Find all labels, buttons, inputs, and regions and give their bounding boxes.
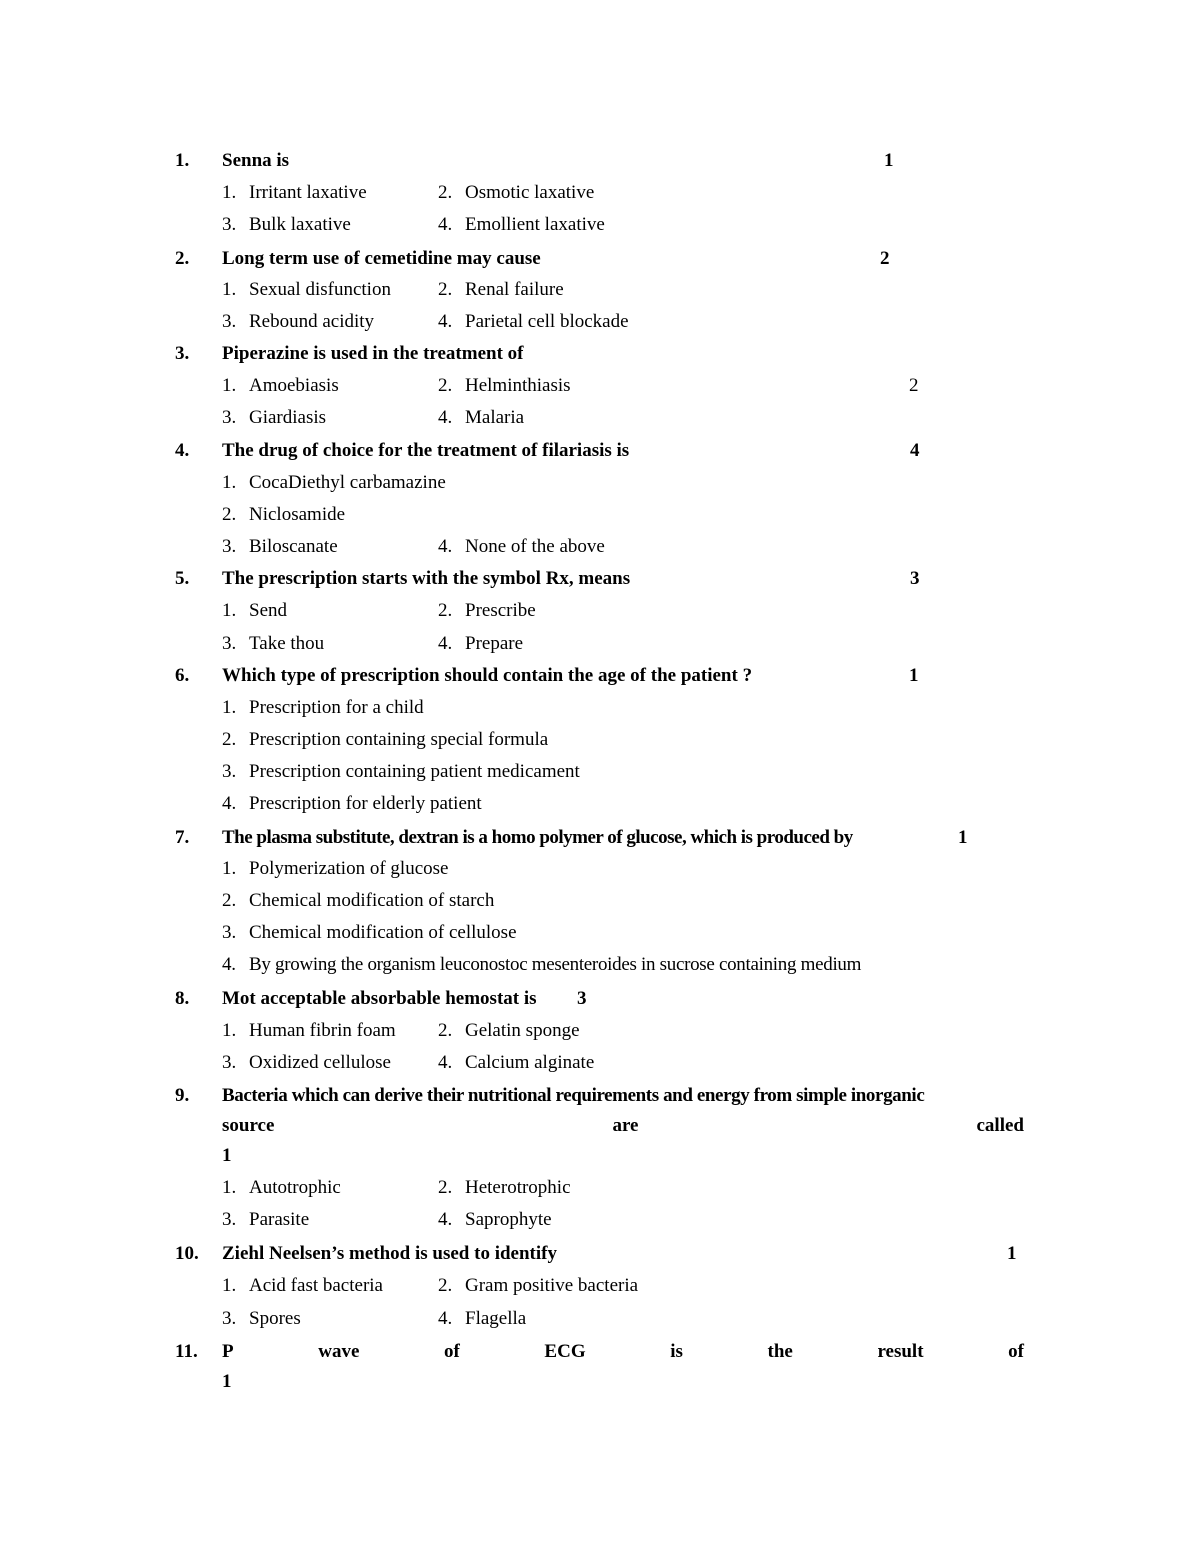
option-2: 2. Gram positive bacteria xyxy=(438,1275,639,1296)
option-4: 4. Malaria xyxy=(438,407,525,428)
option-4: 4. Calcium alginate xyxy=(438,1052,595,1073)
answer-key: 4 xyxy=(910,440,920,461)
question-number: 6. xyxy=(175,665,190,686)
option-4: 4. Prepare xyxy=(438,633,524,654)
question-4 xyxy=(0,440,1200,470)
option-3: 3. Bulk laxative xyxy=(222,214,351,235)
option-3: 3. Biloscanate xyxy=(222,536,338,557)
option-3: 3. Oxidized cellulose xyxy=(222,1052,391,1073)
option-2: 2. Renal failure xyxy=(438,279,564,300)
option-2: 2. Gelatin sponge xyxy=(438,1020,580,1041)
option-3: 3. Giardiasis xyxy=(222,407,327,428)
question-text: The plasma substitute, dextran is a homo polymer of glucose, which is produced by xyxy=(222,827,853,848)
question-text: The prescription starts with the symbol Rx, means xyxy=(222,568,631,589)
option-3: 3. Take thou xyxy=(222,633,325,654)
option-2: 2. Osmotic laxative xyxy=(438,182,595,203)
option-1: 1. Human fibrin foam xyxy=(222,1020,396,1041)
question-9-line-2: source are called xyxy=(222,1115,1024,1136)
question-number: 9. xyxy=(175,1085,190,1106)
option-2: 2. Prescription containing special formula xyxy=(222,729,549,750)
question-7 xyxy=(0,827,1200,857)
answer-key: 1 xyxy=(1007,1243,1017,1264)
option-1: 1. Sexual disfunction xyxy=(222,279,391,300)
option-1: 1. Amoebiasis xyxy=(222,375,339,396)
answer-key: 1 xyxy=(222,1145,232,1166)
option-3: 3. Prescription containing patient medicament xyxy=(222,761,580,782)
option-3: 3. Chemical modification of cellulose xyxy=(222,922,517,943)
question-8 xyxy=(0,988,1200,1018)
option-3: 3. Parasite xyxy=(222,1209,310,1230)
option-2: 2. Heterotrophic xyxy=(438,1177,571,1198)
question-11-text: P wave of ECG is the result of xyxy=(222,1341,1024,1362)
option-4: 4. Flagella xyxy=(438,1308,527,1329)
question-number: 10. xyxy=(175,1243,199,1264)
option-4: 4. Prescription for elderly patient xyxy=(222,793,482,814)
option-1: 1. Acid fast bacteria xyxy=(222,1275,383,1296)
option-1: 1. Irritant laxative xyxy=(222,182,367,203)
option-2: 2. Niclosamide xyxy=(222,504,346,525)
question-text: Piperazine is used in the treatment of xyxy=(222,343,524,364)
question-10 xyxy=(0,1243,1200,1273)
option-2: 2. Chemical modification of starch xyxy=(222,890,495,911)
option-4: 4. Emollient laxative xyxy=(438,214,605,235)
question-number: 8. xyxy=(175,988,190,1009)
question-text: Ziehl Neelsen’s method is used to identify xyxy=(222,1243,557,1264)
question-text: Senna is xyxy=(222,150,290,171)
answer-key: 2 xyxy=(909,375,919,396)
option-1: 1. Prescription for a child xyxy=(222,697,424,718)
question-number: 5. xyxy=(175,568,190,589)
option-3: 3. Rebound acidity xyxy=(222,311,375,332)
option-4: 4. By growing the organism leuconostoc mesenteroides in sucrose containing medium xyxy=(222,954,862,975)
option-1: 1. Send xyxy=(222,600,287,621)
question-5 xyxy=(0,568,1200,598)
option-4: 4. Parietal cell blockade xyxy=(438,311,629,332)
option-4: 4. None of the above xyxy=(438,536,605,557)
option-2: 2. Helminthiasis xyxy=(438,375,571,396)
option-3: 3. Spores xyxy=(222,1308,301,1329)
option-1: 1. Polymerization of glucose xyxy=(222,858,449,879)
answer-key: 1 xyxy=(222,1371,232,1392)
option-1: 1. Autotrophic xyxy=(222,1177,341,1198)
answer-key: 2 xyxy=(880,248,890,269)
question-2 xyxy=(0,248,1200,278)
question-text: The drug of choice for the treatment of filariasis is xyxy=(222,440,630,461)
option-1: 1. CocaDiethyl carbamazine xyxy=(222,472,446,493)
question-number: 3. xyxy=(175,343,190,364)
question-text: Mot acceptable absorbable hemostat is xyxy=(222,988,537,1009)
question-9 xyxy=(0,1085,1200,1115)
question-3 xyxy=(0,343,1200,373)
answer-key: 3 xyxy=(910,568,920,589)
answer-key: 1 xyxy=(909,665,919,686)
question-6 xyxy=(0,665,1200,695)
question-text: Long term use of cemetidine may cause xyxy=(222,248,541,269)
question-number: 11. xyxy=(175,1341,198,1362)
question-number: 7. xyxy=(175,827,190,848)
option-4: 4. Saprophyte xyxy=(438,1209,552,1230)
question-number: 4. xyxy=(175,440,190,461)
answer-key: 1 xyxy=(958,827,968,848)
question-text-line-1: Bacteria which can derive their nutritional requirements and energy from simple inorganic xyxy=(222,1085,925,1106)
answer-key: 3 xyxy=(577,988,587,1009)
question-1 xyxy=(0,150,1200,180)
question-text: Which type of prescription should contain the age of the patient ? xyxy=(222,665,753,686)
option-2: 2. Prescribe xyxy=(438,600,536,621)
question-number: 1. xyxy=(175,150,190,171)
question-number: 2. xyxy=(175,248,190,269)
answer-key: 1 xyxy=(884,150,894,171)
